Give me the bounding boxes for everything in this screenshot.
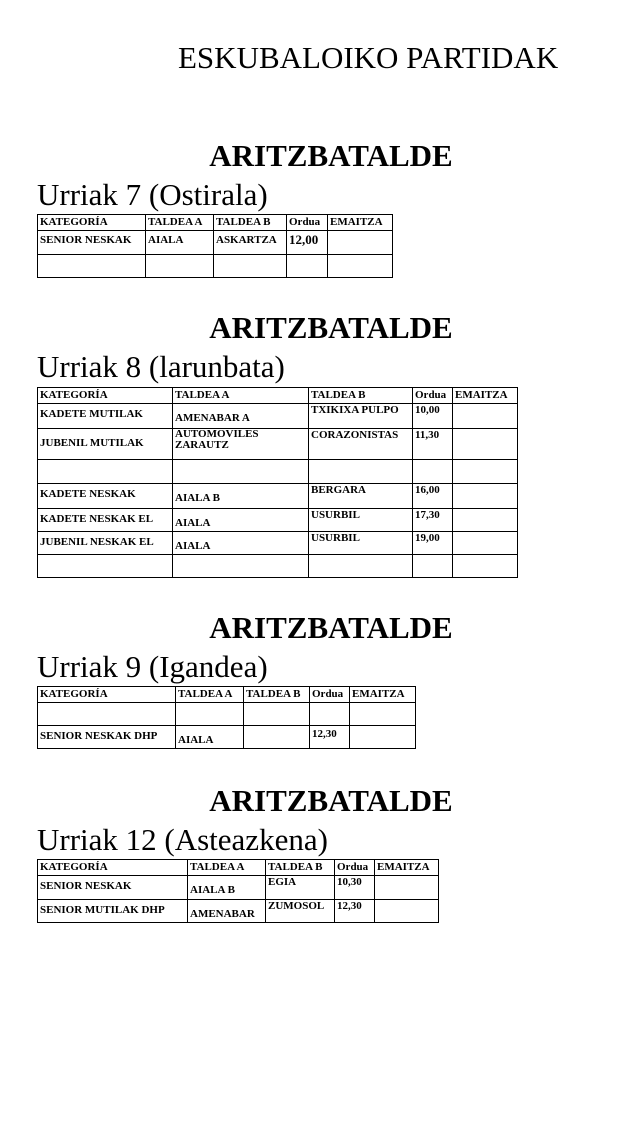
team-b-cell	[244, 703, 310, 726]
column-header: EMAITZA	[350, 687, 416, 703]
date-heading: Urriak 12 (Asteazkena)	[37, 822, 328, 857]
table-row	[38, 484, 518, 509]
result-cell	[328, 231, 393, 255]
result-cell	[453, 484, 518, 509]
column-header: EMAITZA	[328, 215, 393, 231]
result-cell	[375, 900, 439, 923]
schedule-table	[37, 859, 439, 923]
schedule-table	[37, 686, 416, 749]
date-heading: Urriak 8 (larunbata)	[37, 349, 285, 384]
column-header: KATEGORÍA	[38, 687, 176, 703]
team-b-cell	[214, 255, 287, 278]
result-cell	[350, 726, 416, 749]
table-row	[38, 555, 518, 578]
team-b-cell	[244, 726, 310, 749]
table-row	[38, 703, 416, 726]
date-heading: Urriak 9 (Igandea)	[37, 649, 268, 684]
team-a-cell	[173, 555, 309, 578]
category-cell	[38, 703, 176, 726]
table-row	[38, 231, 393, 255]
team-a-cell: AIALA B	[173, 484, 309, 509]
column-header: TALDEA A	[173, 388, 309, 404]
team-b-cell: ZUMOSOL	[266, 900, 335, 923]
time-cell	[310, 703, 350, 726]
team-a-cell: AMENABAR	[188, 900, 266, 923]
time-cell: 12,30	[335, 900, 375, 923]
team-b-cell	[309, 460, 413, 484]
time-cell: 12,30	[310, 726, 350, 749]
table-header-row	[38, 215, 393, 231]
category-cell: KADETE NESKAK EL	[38, 509, 173, 532]
team-a-cell: AUTOMOVILES ZARAUTZ	[173, 429, 309, 460]
team-a-cell	[146, 255, 214, 278]
table-row	[38, 404, 518, 429]
team-b-cell: EGIA	[266, 876, 335, 900]
table-row	[38, 532, 518, 555]
table-row	[38, 876, 439, 900]
category-cell: KADETE MUTILAK	[38, 404, 173, 429]
result-cell	[453, 532, 518, 555]
category-cell: SENIOR NESKAK	[38, 231, 146, 255]
time-cell: 16,00	[413, 484, 453, 509]
result-cell	[375, 876, 439, 900]
time-cell: 10,00	[413, 404, 453, 429]
result-cell	[328, 255, 393, 278]
category-cell: SENIOR NESKAK DHP	[38, 726, 176, 749]
table-header-row	[38, 388, 518, 404]
time-cell	[287, 255, 328, 278]
team-b-cell: USURBIL	[309, 509, 413, 532]
result-cell	[453, 404, 518, 429]
category-cell	[38, 555, 173, 578]
column-header: Ordua	[287, 215, 328, 231]
team-a-cell	[173, 460, 309, 484]
column-header: TALDEA B	[244, 687, 310, 703]
table-row	[38, 900, 439, 923]
team-a-cell	[176, 703, 244, 726]
time-cell	[413, 555, 453, 578]
category-cell: KADETE NESKAK	[38, 484, 173, 509]
table-row	[38, 509, 518, 532]
column-header: KATEGORÍA	[38, 860, 188, 876]
team-a-cell: AIALA	[176, 726, 244, 749]
table-row	[38, 255, 393, 278]
table-row	[38, 726, 416, 749]
category-cell	[38, 255, 146, 278]
result-cell	[453, 429, 518, 460]
team-b-cell: TXIKIXA PULPO	[309, 404, 413, 429]
page-title: ESKUBALOIKO PARTIDAK	[178, 40, 559, 75]
team-a-cell: AIALA	[173, 509, 309, 532]
column-header: Ordua	[413, 388, 453, 404]
team-a-cell: AIALA	[146, 231, 214, 255]
column-header: Ordua	[335, 860, 375, 876]
column-header: TALDEA B	[214, 215, 287, 231]
date-heading: Urriak 7 (Ostirala)	[37, 177, 268, 212]
column-header: TALDEA A	[188, 860, 266, 876]
schedule-table	[37, 214, 393, 278]
column-header: TALDEA B	[309, 388, 413, 404]
team-a-cell: AMENABAR A	[173, 404, 309, 429]
team-b-cell: BERGARA	[309, 484, 413, 509]
team-b-cell: CORAZONISTAS	[309, 429, 413, 460]
team-a-cell: AIALA	[173, 532, 309, 555]
category-cell: SENIOR NESKAK	[38, 876, 188, 900]
category-cell	[38, 460, 173, 484]
time-cell	[413, 460, 453, 484]
column-header: TALDEA A	[176, 687, 244, 703]
column-header: EMAITZA	[375, 860, 439, 876]
result-cell	[453, 509, 518, 532]
table-row	[38, 429, 518, 460]
column-header: EMAITZA	[453, 388, 518, 404]
team-b-cell: USURBIL	[309, 532, 413, 555]
result-cell	[350, 703, 416, 726]
category-cell: JUBENIL NESKAK EL	[38, 532, 173, 555]
result-cell	[453, 460, 518, 484]
column-header: KATEGORÍA	[38, 388, 173, 404]
team-b-cell: ASKARTZA	[214, 231, 287, 255]
category-cell: JUBENIL MUTILAK	[38, 429, 173, 460]
table-header-row	[38, 860, 439, 876]
venue-heading: ARITZBATALDE	[209, 310, 453, 345]
time-cell: 12,00	[287, 231, 328, 255]
result-cell	[453, 555, 518, 578]
table-row	[38, 460, 518, 484]
team-a-cell: AIALA B	[188, 876, 266, 900]
column-header: KATEGORÍA	[38, 215, 146, 231]
venue-heading: ARITZBATALDE	[209, 783, 453, 818]
category-cell: SENIOR MUTILAK DHP	[38, 900, 188, 923]
time-cell: 19,00	[413, 532, 453, 555]
schedule-table	[37, 387, 518, 578]
venue-heading: ARITZBATALDE	[209, 610, 453, 645]
venue-heading: ARITZBATALDE	[209, 138, 453, 173]
time-cell: 10,30	[335, 876, 375, 900]
table-header-row	[38, 687, 416, 703]
column-header: TALDEA B	[266, 860, 335, 876]
time-cell: 17,30	[413, 509, 453, 532]
time-cell: 11,30	[413, 429, 453, 460]
team-b-cell	[309, 555, 413, 578]
column-header: Ordua	[310, 687, 350, 703]
column-header: TALDEA A	[146, 215, 214, 231]
